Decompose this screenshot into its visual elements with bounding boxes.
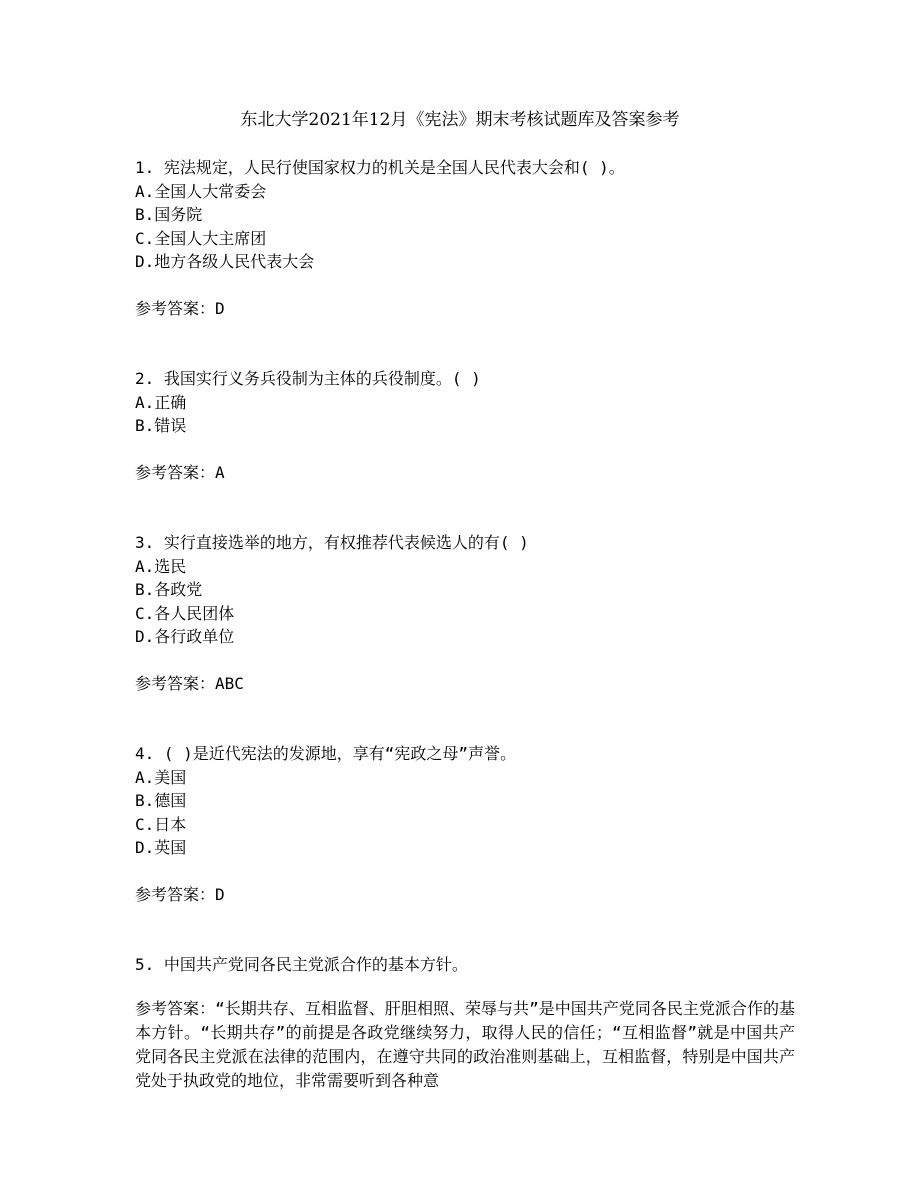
answer-text: 参考答案：ABC [135, 673, 244, 693]
option-list [135, 555, 795, 649]
spacer [135, 484, 795, 531]
question-3 [135, 531, 795, 695]
option-a: A.全国人大常委会 [135, 181, 267, 201]
option-a: A.美国 [135, 767, 187, 787]
question-list [135, 156, 795, 1093]
question-5 [135, 953, 795, 1093]
option-b: B.国务院 [135, 205, 203, 224]
option-b: B.错误 [135, 416, 187, 435]
spacer [135, 695, 795, 742]
option-c: C.日本 [135, 814, 187, 834]
option-c: C.全国人大主席团 [135, 228, 267, 248]
question-text: 3. 实行直接选举的地方，有权推荐代表候选人的有( ) [135, 533, 529, 552]
answer-text: 参考答案：D [135, 298, 225, 318]
question-1 [135, 156, 795, 320]
option-d: D.各行政单位 [135, 627, 235, 646]
answer-text: 参考答案：D [135, 884, 225, 904]
spacer [135, 906, 795, 953]
option-list [135, 180, 795, 274]
question-text: 1. 宪法规定，人民行使国家权力的机关是全国人民代表大会和( )。 [135, 158, 625, 177]
question-text: 2. 我国实行义务兵役制为主体的兵役制度。( ) [135, 369, 481, 388]
spacer [135, 320, 795, 367]
option-b: B.各政党 [135, 580, 203, 599]
option-a: A.选民 [135, 556, 187, 576]
question-2 [135, 367, 795, 484]
answer-text: 参考答案：“长期共存、互相监督、肝胆相照、荣辱与共”是中国共产党同各民主党派合作的基本方针。“长期共存”的前提是各政党继续努力，取得人民的信任；“互相监督”就是中国共产党同各民主党派在法律的范围内，在遵守共同的政治准则基础上，互相监督，特别是中国共产党处于执政党的地位，非常需要听到各种意 [135, 998, 795, 1090]
option-list [135, 766, 795, 860]
question-text: 4. ( )是近代宪法的发源地，享有“宪政之母”声誉。 [135, 744, 517, 763]
option-c: C.各人民团体 [135, 603, 235, 623]
option-b: B.德国 [135, 791, 187, 810]
document-title: 东北大学2021年12月《宪法》期末考核试题库及答案参考 [240, 110, 680, 130]
option-a: A.正确 [135, 392, 187, 412]
question-4 [135, 742, 795, 906]
option-list [135, 391, 795, 438]
question-text: 5. 中国共产党同各民主党派合作的基本方针。 [135, 955, 468, 974]
answer-text: 参考答案：A [135, 462, 225, 482]
option-d: D.地方各级人民代表大会 [135, 252, 315, 271]
option-d: D.英国 [135, 838, 187, 857]
